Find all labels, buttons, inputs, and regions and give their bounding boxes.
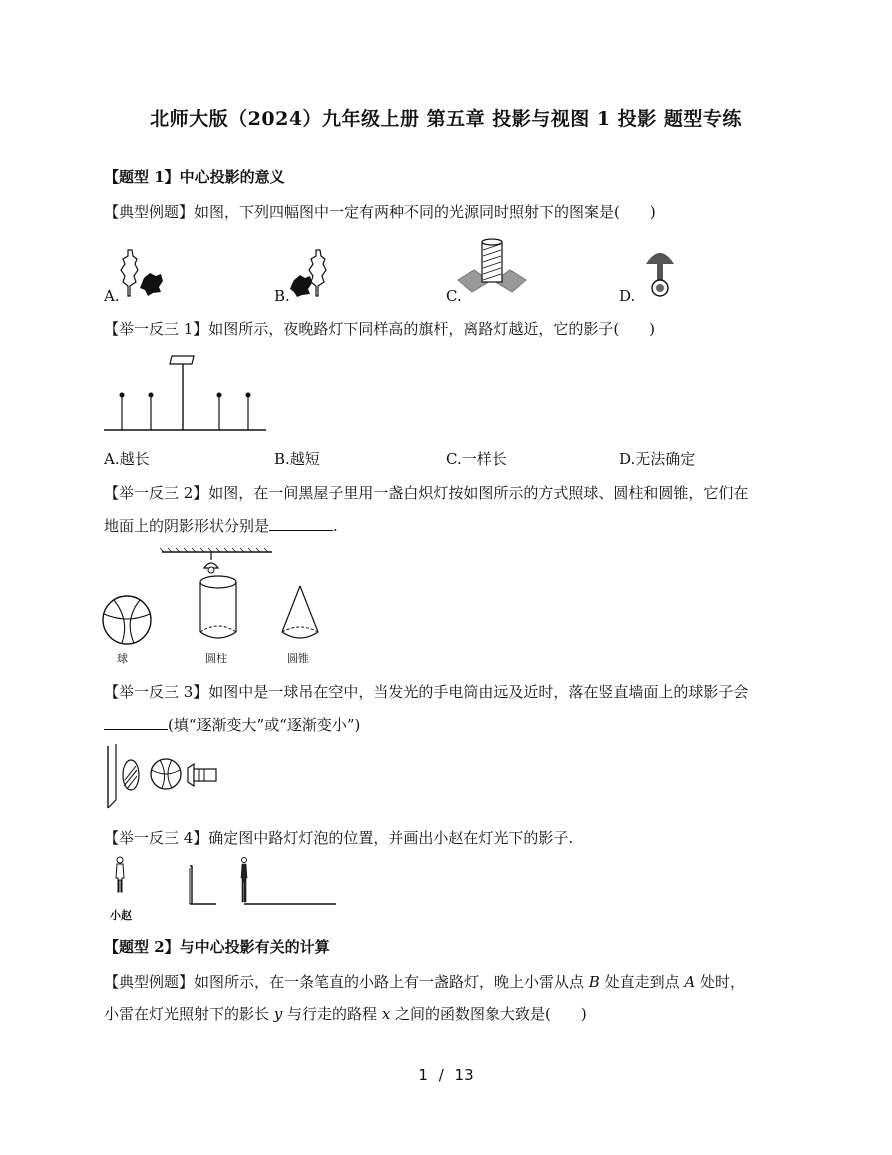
label-cone: 圆锥 (287, 652, 309, 665)
q1-option-b: B.越短 (274, 450, 320, 468)
page-title: 北师大版（2024）九年级上册 第五章 投影与视图 1 投影 题型专练 (150, 108, 742, 130)
text-segment: 小雷在灯光照射下的影长 (104, 1005, 274, 1023)
figure-d-mushroom-shadow (640, 244, 680, 300)
text-segment: 【典型例题】如图所示，在一条笔直的小路上有一盏路灯，晚上小雷从点 (104, 973, 589, 991)
q1-option-a: A.越长 (104, 450, 150, 468)
option-d-label: D. (619, 287, 636, 305)
question-3-line2 (104, 714, 360, 735)
example-question-1: 【典型例题】如图，下列四幅图中一定有两种不同的光源同时照射下的图案是( ) (104, 203, 656, 221)
q1-option-c: C.一样长 (446, 450, 507, 468)
q3-hint: (填“逐渐变大”或“逐渐变小”) (168, 716, 361, 734)
label-cylinder: 圆柱 (205, 652, 227, 665)
figure-a-tree-shadow (118, 246, 168, 298)
option-c-label: C. (446, 287, 462, 305)
page-number (0, 1066, 892, 1084)
variable-a: A (684, 973, 696, 991)
text-segment: 处时， (695, 973, 745, 991)
answer-blank (104, 715, 168, 730)
option-b-label: B. (274, 287, 290, 305)
question-2-line2 (104, 515, 338, 536)
wall-ball-flashlight-figure (102, 742, 228, 812)
person-shadow-figure (108, 856, 342, 908)
figure-c-cylinder-shadows (456, 236, 528, 300)
section-heading-2: 【题型 2】与中心投影有关的计算 (104, 938, 330, 956)
question-2-line1: 【举一反三 2】如图，在一间黑屋子里用一盏白炽灯按如图所示的方式照球、圆柱和圆锥，它们在 (104, 484, 749, 502)
q1-option-d: D.无法确定 (619, 450, 696, 468)
text-segment: 处直走到点 (599, 973, 685, 991)
section-heading-1: 【题型 1】中心投影的意义 (104, 168, 285, 186)
label-sphere: 球 (117, 652, 128, 665)
question-1: 【举一反三 1】如图所示，夜晚路灯下同样高的旗杆，离路灯越近，它的影子( ) (104, 320, 656, 338)
lamp-sphere-cylinder-cone-figure (100, 546, 340, 644)
page-current: 1 (418, 1066, 428, 1084)
street-lamp-flagpoles-figure (104, 350, 268, 432)
q2-suffix: . (333, 517, 338, 535)
q2-prefix: 地面上的阴影形状分别是 (104, 517, 270, 535)
page-separator: / (438, 1066, 444, 1084)
variable-x: x (381, 1005, 391, 1023)
variable-y: y (273, 1005, 283, 1023)
question-4: 【举一反三 4】确定图中路灯灯泡的位置，并画出小赵在灯光下的影子. (104, 829, 574, 847)
example-question-2-line2 (104, 1003, 587, 1024)
question-3-line1: 【举一反三 3】如图中是一球吊在空中，当发光的手电筒由远及近时，落在竖直墙面上的球影子会 (104, 683, 749, 701)
page-total: 13 (454, 1066, 474, 1084)
text-segment: 与行走的路程 (282, 1005, 382, 1023)
option-a-label: A. (104, 287, 120, 305)
variable-b: B (588, 973, 600, 991)
figure-b-tree-shadow (290, 246, 340, 298)
example-question-2-line1 (104, 971, 745, 992)
text-segment: 之间的函数图象大致是( ) (390, 1005, 587, 1023)
label-xiaozhao: 小赵 (110, 909, 132, 922)
answer-blank (269, 516, 333, 531)
